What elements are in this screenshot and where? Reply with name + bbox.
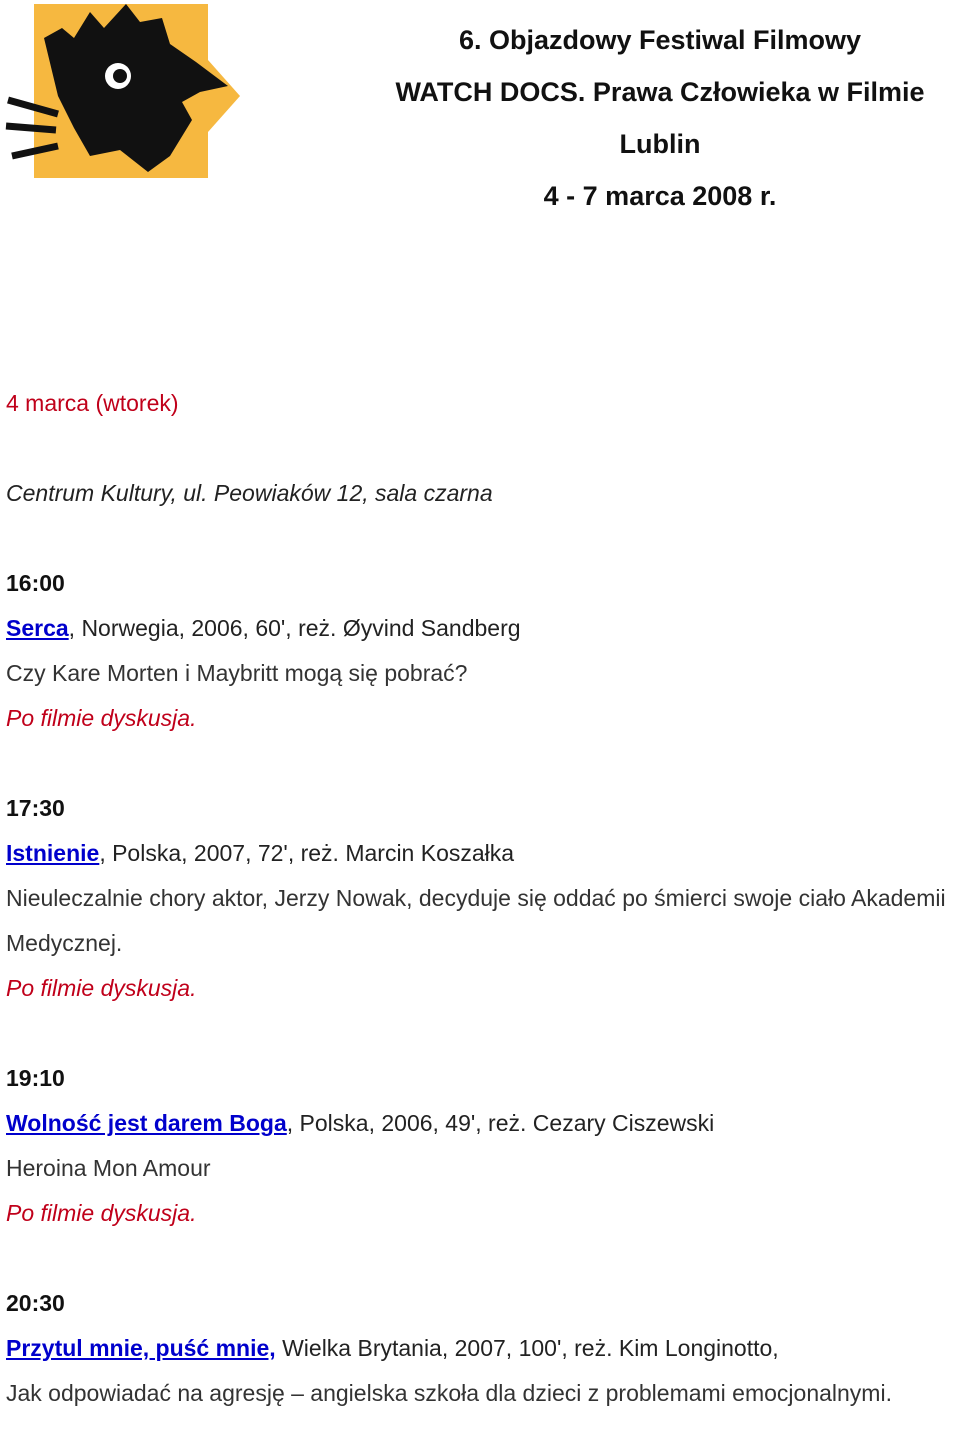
discussion-note: Po filmie dyskusja. bbox=[6, 1200, 197, 1226]
festival-title: 6. Objazdowy Festiwal Filmowy bbox=[458, 25, 862, 55]
screening-info bbox=[6, 1101, 956, 1146]
film-description: Czy Kare Morten i Maybritt mogą się pobrać? bbox=[6, 660, 468, 686]
film-title-link[interactable]: Przytul mnie, puść mnie, bbox=[6, 1335, 276, 1361]
screening bbox=[6, 786, 956, 1011]
screening bbox=[6, 1056, 956, 1236]
program bbox=[6, 381, 956, 1416]
film-description: Jak odpowiadać na agresję – angielska szkoła dla dzieci z problemami emocjonalnymi. bbox=[6, 1380, 892, 1406]
screening-info bbox=[6, 606, 956, 651]
screening-time: 20:30 bbox=[6, 1290, 65, 1316]
screening-time: 19:10 bbox=[6, 1065, 65, 1091]
festival-subtitle: WATCH DOCS. Prawa Człowieka w Filmie bbox=[395, 77, 925, 107]
discussion-note: Po filmie dyskusja. bbox=[6, 705, 197, 731]
festival-dates: 4 - 7 marca 2008 r. bbox=[543, 181, 777, 211]
screening bbox=[6, 561, 956, 741]
film-details: , Polska, 2007, 72', reż. Marcin Koszałka bbox=[99, 840, 515, 866]
day-heading: 4 marca (wtorek) bbox=[6, 390, 179, 416]
venue: Centrum Kultury, ul. Peowiaków 12, sala czarna bbox=[6, 480, 493, 506]
film-title-link[interactable]: Wolność jest darem Boga bbox=[6, 1110, 287, 1136]
discussion-note: Po filmie dyskusja. bbox=[6, 975, 197, 1001]
film-title-link[interactable]: Istnienie bbox=[6, 840, 100, 866]
screening-time: 17:30 bbox=[6, 795, 65, 821]
film-details: Wielka Brytania, 2007, 100', reż. Kim Longinotto, bbox=[275, 1335, 779, 1361]
screening-info bbox=[6, 1326, 956, 1371]
film-details: , Norwegia, 2006, 60', reż. Øyvind Sandberg bbox=[68, 615, 521, 641]
film-description: Heroina Mon Amour bbox=[6, 1155, 211, 1181]
film-details: , Polska, 2006, 49', reż. Cezary Ciszewski bbox=[286, 1110, 715, 1136]
festival-logo bbox=[0, 0, 245, 185]
screening-info bbox=[6, 831, 956, 876]
festival-city: Lublin bbox=[619, 129, 701, 159]
shouting-dog-logo-icon bbox=[0, 0, 245, 185]
screening bbox=[6, 1281, 956, 1416]
film-description: Nieuleczalnie chory aktor, Jerzy Nowak, decyduje się oddać po śmierci swoje ciało Akademii Medycznej. bbox=[6, 885, 946, 956]
film-title-link[interactable]: Serca bbox=[6, 615, 69, 641]
festival-header bbox=[340, 14, 960, 222]
screening-time: 16:00 bbox=[6, 570, 65, 596]
